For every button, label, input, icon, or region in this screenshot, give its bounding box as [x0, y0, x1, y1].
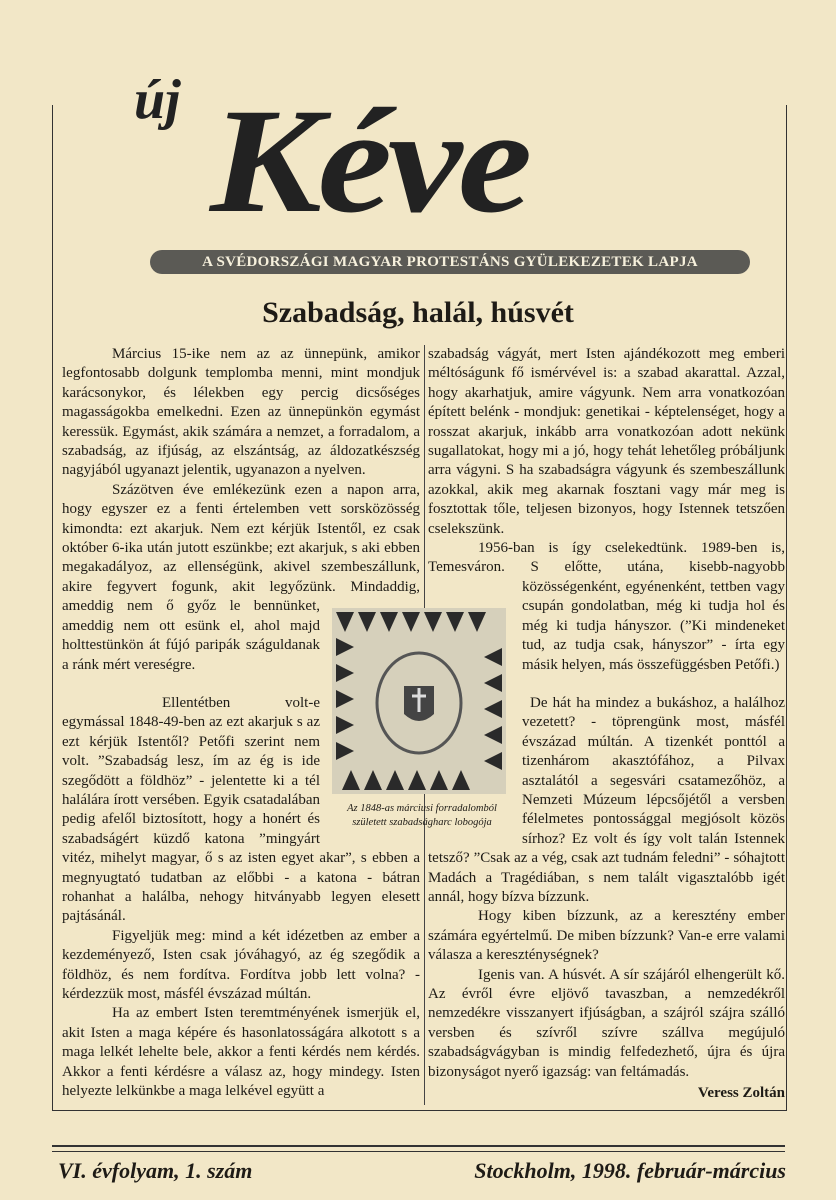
- footer-rule: [52, 1151, 785, 1152]
- paragraph: szabadság vágyát, mert Isten ajándékozott meg emberi méltóságunk fő ismérvével is: a szabad akarattal. Azzal, hogy akarhatjuk, amire vágyunk. Nem arra vonatkozóan épített belénk - mondjuk: genetikai - képtelenséget, hogy a rosszat akarjuk, inkább arra vonatkozóan adott nekünk sugallatokat, hogy mi a jó, hogy tehát lehetőleg próbáljunk arra vágyni. S ha szabadságra vágyunk és szembeszállunk azokkal, akik meg akarnak fosztani vagy már meg is fosztottak tőle, teljesen bizonyos, hogy Istennek tetszően cselekszünk.: [428, 346, 785, 537]
- article-author: Veress Zoltán: [697, 1085, 785, 1102]
- issue-number: VI. évfolyam, 1. szám: [58, 1158, 253, 1183]
- paragraph: Ellentétben volt-e egymással 1848-49-ben az ezt akarjuk s az ezt kérjük Istentől? Petőfi szerint nem volt. ”Szabadság lesz, ím az ég is ide szegődött a földhöz” - jelentette ki a tél halálára írott versében. Egyik csatadalában pedig afelől biztosított, hogy a honért és szabadságért küzdő katona ”mingyárt vitéz, mihelyt magyar, ő s az isten egyet akar”, s ebben a megnyugtató tudatban az előbbi - a katona - bátran rohanhat a halálba, nehogy hitványabb legyen elesett pajtásánál.: [62, 694, 420, 925]
- masthead-title: Kéve: [210, 78, 528, 244]
- flag-image: [332, 608, 506, 794]
- paragraph: 1956-ban is így cselekedtünk. 1989-ben is, Temesváron. S előtte, utána, kisebb-nagyobb közösségenként, egyénenként, tettben vagy csupán gondolatban, még ki tudja hol és még ki tudja hányszor. (”Ki mindeneket tud, az tudja csak, hányszor” - írta egy másik helyen, más összefüggésben Petőfi.): [428, 540, 785, 673]
- paragraph: Ha az embert Isten teremtményének ismerjük el, akit Isten a maga képére és hasonlatosságára alkotott s a maga lelkét lehelte bele, akkor a fenti kérdés nem kérdés. Akkor a fenti kérdésre a válasz az, hogy mindegy. Isten helyezte lelkünkbe a maga lelkével együtt a: [62, 1005, 420, 1100]
- paragraph: Március 15-ike nem az az ünnepünk, amikor legfontosabb dolgunk templomba menni, mint mondjuk karácsonykor, és lélekben egy percig dicsőséges magasságokba emelkedni. Ezen az ünnepünkön egymást keressük. Egymást, akik számára a nemzet, a forradalom, a szabadság, az ifjúság, az elszántság, az áldozatkészség nagyjából ugyanazt jelentik, ugyanazon a nyelven.: [62, 346, 420, 479]
- figure-caption: Az 1848-as márciusi forradalomból született szabadságharc lobogója: [347, 803, 497, 828]
- paragraph: Hogy kiben bízzunk, az a keresztény ember számára egyértelmű. De miben bízzunk? Van-e erre valami válasza a kereszténységnek?: [428, 908, 785, 964]
- paragraph: De hát ha mindez a bukáshoz, a halálhoz vezetett? - töprengünk most, másfél évszázad múltán. A tizenkét ponttól a tizenhárom akasztófához, a Pilvax asztalától a segesvári csatamezőhöz, a Nemzeti Múzeum lépcsőjétől a versben félelmetes pontossággal megjósolt közös sírhoz? Ez volt és így volt talán Istennek tetsző? ”Csak az a vég, csak azt tudnám feledni” - sóhajtott Madách a Tragédiában, s nem talált vigasztalóbb igét annál, hogy bízva bízzunk.: [428, 694, 785, 905]
- footer-rule: [52, 1145, 785, 1147]
- article-headline: Szabadság, halál, húsvét: [262, 296, 574, 329]
- masthead-subtitle: A SVÉDORSZÁGI MAGYAR PROTESTÁNS GYÜLEKEZETEK LAPJA: [150, 250, 750, 274]
- paragraph: Százötven éve emlékezünk ezen a napon arra, hogy egyszer ez a fenti értelemben vett sorsközösség kimondta: ezt akarjuk. Nem ezt kérjük Istentől, ez csak október 6-ika után jutott eszünkbe; ezt akarjuk, s aki ebben megakadályoz, az ellenségünk, akivel szembeszállunk, akire fegyvert fogunk, akit legyőzünk. Mindaddig, ameddig nem ő győz le bennünket, ameddig nem ott esünk el, ahol majd holttestünkön át fújó paripák száguldanak a ránk mért vereségre.: [62, 481, 420, 673]
- paragraph: Igenis van. A húsvét. A sír szájáról elhengerült kő. Az évről évre eljövő tavaszban, a nemzedékről nemzedékre visszanyert ifjúságban, a szájról szájra szálló versben és szívről szívre szállva megújuló szabadságvágyban is mindig felfedezhető, újra és újra bizonyságot nyerő igazság: van feltámadás.: [428, 966, 785, 1080]
- paragraph: Figyeljük meg: mind a két idézetben az ember a kezdeményező, Isten csak jóváhagyó, az ég szegődik a földhöz, és nem fordítva. Fordítva jobb lett volna? - kérdezzük most, másfél évszázad múltán.: [62, 927, 420, 1002]
- masthead-small: új: [128, 70, 187, 130]
- place-date: Stockholm, 1998. február-március: [474, 1158, 786, 1183]
